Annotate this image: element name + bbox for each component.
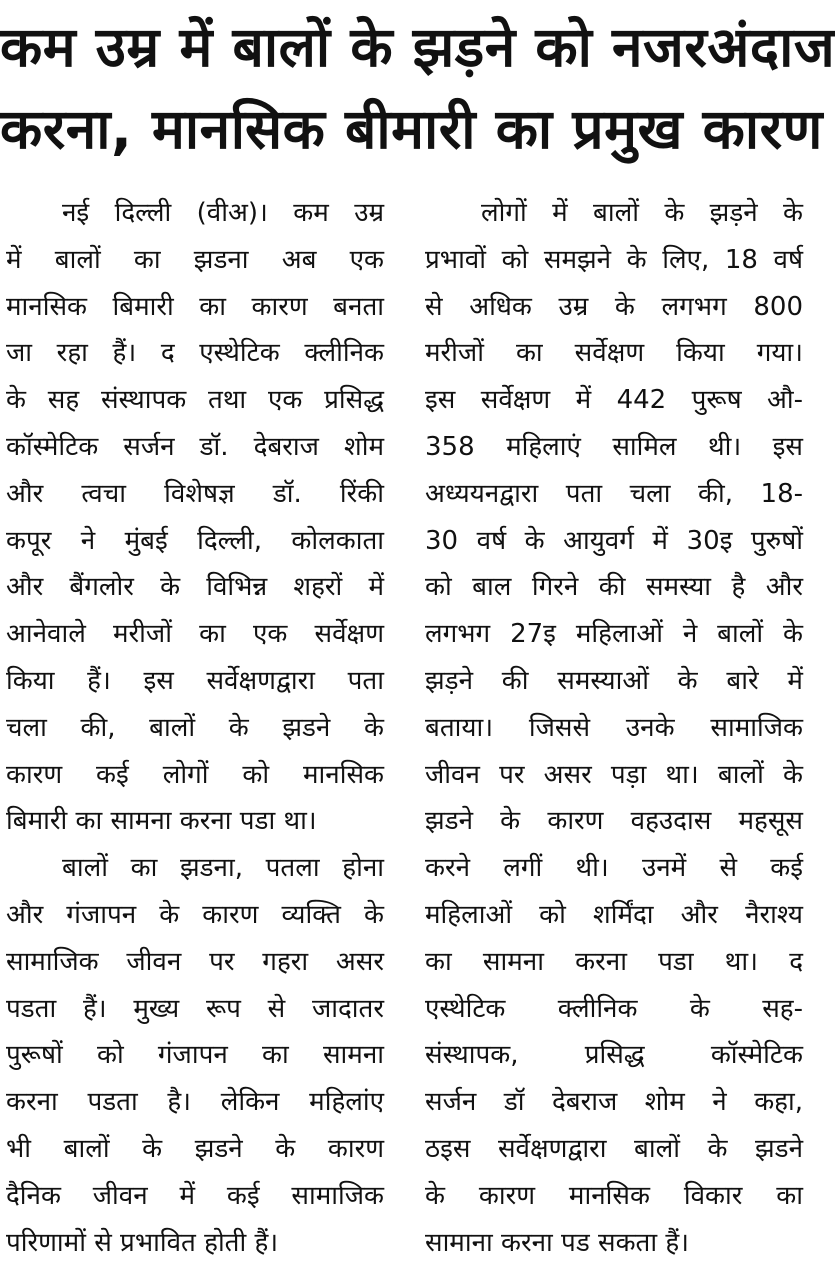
text-line: चला की, बालों के झडने के (6, 712, 384, 743)
text-line: नई दिल्ली (वीअ)। कम उम्र (62, 198, 384, 228)
text-line: बालों का झडना, पतला होना (62, 853, 384, 884)
text-line: कॉस्मेटिक सर्जन डॉ. देबराज शोम (6, 431, 384, 462)
text-line: 30 वर्ष के आयुवर्ग में 30इ पुरुषों (425, 525, 803, 556)
text-line: अध्ययनद्वारा पता चला की, 18- (425, 478, 803, 509)
text-line: झडने के कारण वहउदास महसूस (425, 806, 803, 837)
text-line: में बालों का झडना अब एक (6, 244, 384, 275)
text-line: का सामना करना पडा था। द (425, 946, 803, 977)
text-line: महिलाओं को शर्मिंदा और नैराश्य (425, 899, 803, 930)
right-column (425, 190, 803, 1258)
text-line: के सह संस्थापक तथा एक प्रसिद्ध (6, 385, 384, 416)
headline-line-1: कम उम्र में बालों के झड़ने को नजरअंदाज (0, 15, 835, 79)
article-body (6, 190, 803, 1258)
text-line: करने लगीं थी। उनमें से कई (425, 853, 803, 884)
text-line: सामाना करना पड सकता हैं। (425, 1227, 690, 1258)
text-line: मानसिक बिमारी का कारण बनता (6, 291, 384, 322)
text-line: सर्जन डॉ देबराज शोम ने कहा, (425, 1087, 803, 1118)
headline-line-2: करना, मानसिक बीमारी का प्रमुख कारण (0, 97, 823, 161)
text-line: दैनिक जीवन में कई सामाजिक (6, 1180, 384, 1211)
text-line: लगभग 27इ महिलाओं ने बालों के (425, 619, 803, 650)
text-line: लोगों में बालों के झड़ने के (481, 198, 803, 228)
text-line: और गंजापन के कारण व्यक्ति के (6, 899, 384, 930)
text-line: आनेवाले मरीजों का एक सर्वेक्षण (6, 619, 384, 650)
text-line: संस्थापक, प्रसिद्ध कॉस्मेटिक (425, 1040, 803, 1071)
text-line: झड़ने की समस्याओं के बारे में (425, 665, 803, 696)
text-line: मरीजों का सर्वेक्षण किया गया। (425, 338, 803, 369)
text-line: इस सर्वेक्षण में 442 पुरूष औ- (425, 385, 803, 416)
text-line: 358 महिलाएं सामिल थी। इस (425, 431, 803, 462)
text-line: जीवन पर असर पड़ा था। बालों के (425, 759, 803, 790)
text-line: परिणामों से प्रभावित होती हैं। (6, 1227, 279, 1258)
text-line: कपूर ने मुंबई दिल्ली, कोलकाता (6, 525, 384, 556)
left-column (6, 190, 384, 1258)
text-line: ठइस सर्वेक्षणद्वारा बालों के झडने (425, 1133, 803, 1164)
text-line: और त्वचा विशेषज्ञ डॉ. रिंकी (6, 478, 384, 509)
text-line: पडता हैं। मुख्य रूप से जादातर (6, 993, 384, 1024)
text-line: बताया। जिससे उनके सामाजिक (425, 712, 803, 743)
text-line: जा रहा हैं। द एस्थेटिक क्लीनिक (6, 338, 384, 369)
text-line: बिमारी का सामना करना पडा था। (6, 806, 317, 837)
text-line: को बाल गिरने की समस्या है और (425, 572, 803, 603)
text-line: एस्थेटिक क्लीनिक के सह- (425, 993, 803, 1024)
text-line: सामाजिक जीवन पर गहरा असर (6, 946, 384, 977)
text-line: प्रभावों को समझने के लिए, 18 वर्ष (425, 244, 803, 275)
text-line: से अधिक उम्र के लगभग 800 (425, 291, 803, 322)
text-line: पुरूषों को गंजापन का सामना (6, 1040, 384, 1071)
text-line: भी बालों के झडने के कारण (6, 1133, 384, 1164)
text-line: करना पडता है। लेकिन महिलांए (6, 1087, 384, 1118)
headline (0, 6, 835, 170)
text-line: और बैंगलोर के विभिन्न शहरों में (6, 572, 384, 603)
text-line: किया हैं। इस सर्वेक्षणद्वारा पता (6, 665, 384, 696)
text-line: के कारण मानसिक विकार का (425, 1180, 803, 1211)
text-line: कारण कई लोगों को मानसिक (6, 759, 384, 790)
